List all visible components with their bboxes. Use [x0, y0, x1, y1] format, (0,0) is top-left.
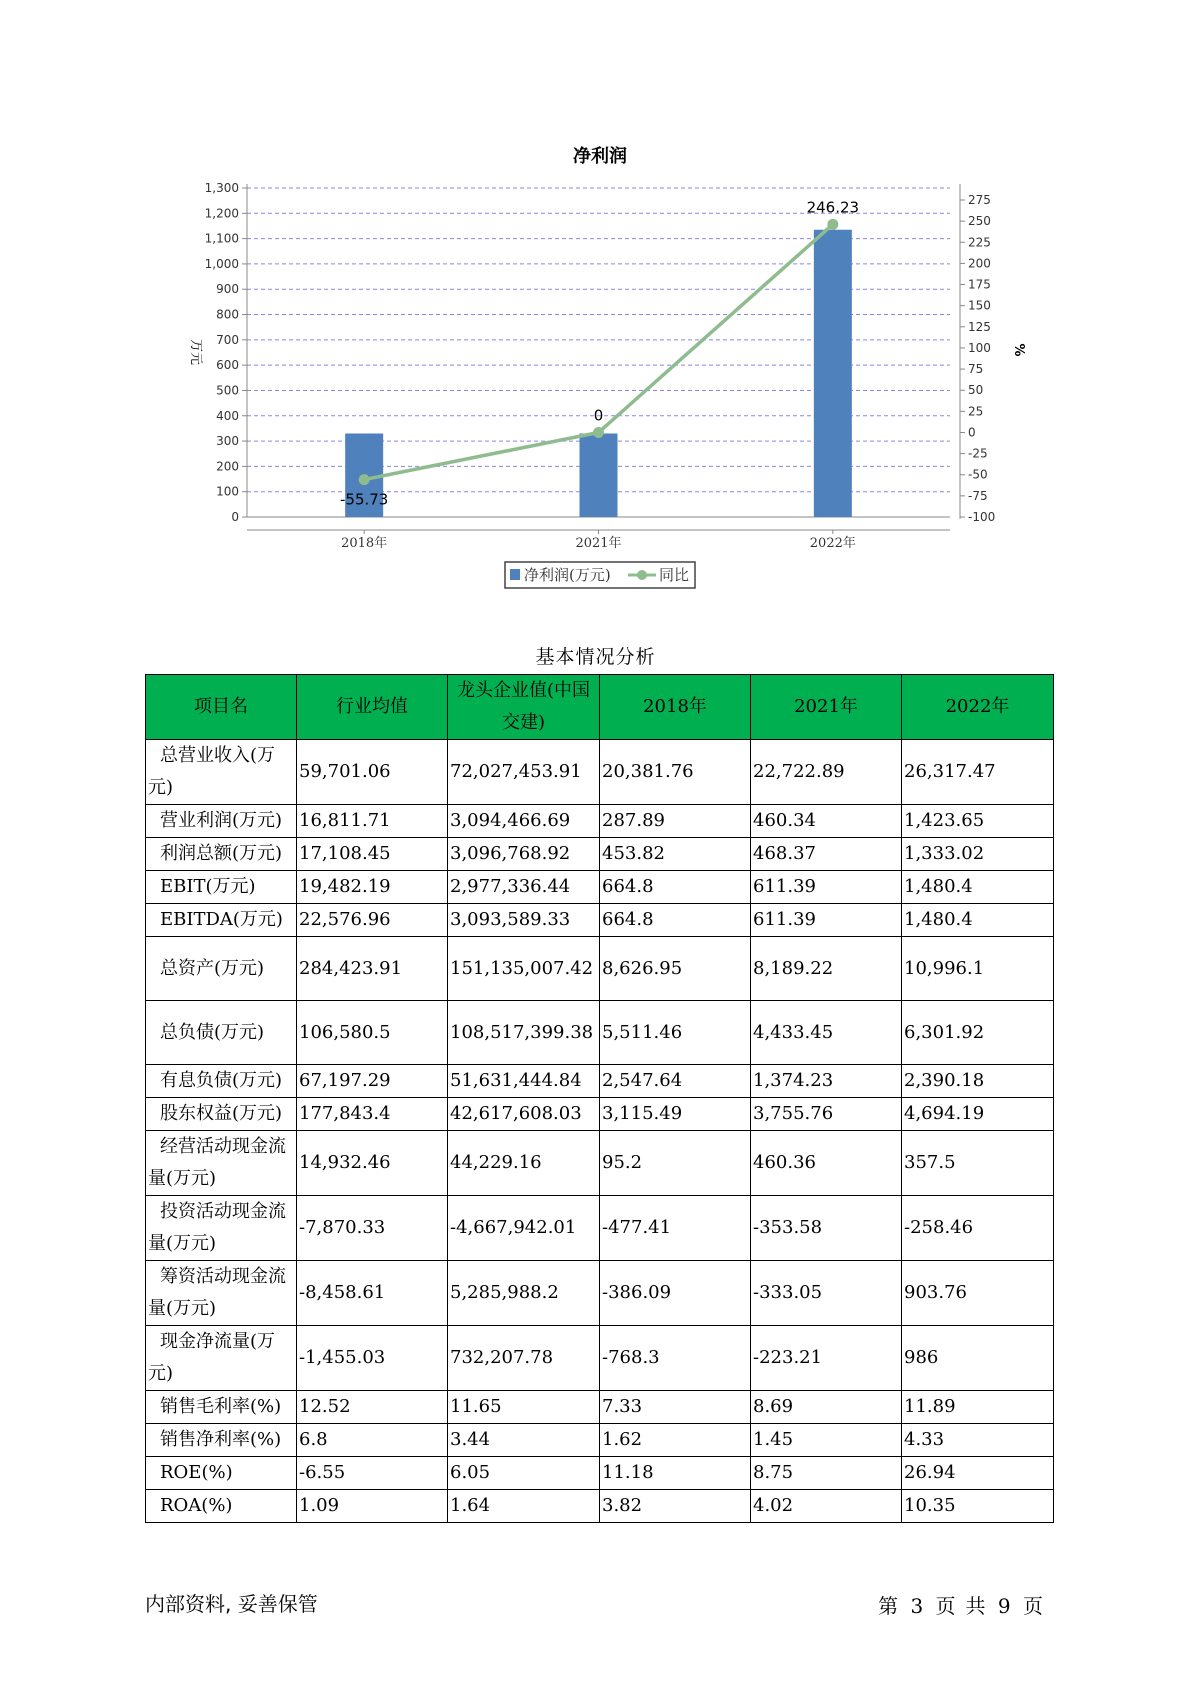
value-cell: 1,480.4: [902, 904, 1054, 937]
value-cell: 460.36: [751, 1131, 902, 1196]
y2-tick-label: 50: [968, 383, 984, 398]
row-label-cell: 营业利润(万元): [146, 805, 297, 838]
page-current: 第 3 页: [878, 1594, 956, 1618]
row-label-cell: 总负债(万元): [146, 1001, 297, 1065]
table-row: [146, 805, 1054, 838]
value-cell: -6.55: [297, 1457, 448, 1490]
value-cell: 664.8: [600, 904, 751, 937]
y2-tick-label: 200: [968, 256, 991, 271]
y-tick-label: 1,100: [204, 231, 239, 246]
value-cell: 1,333.02: [902, 838, 1054, 871]
table-row: [146, 1490, 1054, 1523]
value-cell: 357.5: [902, 1131, 1054, 1196]
table-row: [146, 937, 1054, 1001]
value-cell: 8.75: [751, 1457, 902, 1490]
y2-tick-label: -75: [968, 488, 988, 503]
value-cell: 3.44: [448, 1424, 600, 1457]
value-cell: 986: [902, 1326, 1054, 1391]
value-cell: 611.39: [751, 871, 902, 904]
header-cell: 项目名: [146, 675, 297, 740]
y-tick-label: 800: [216, 307, 239, 322]
value-cell: 7.33: [600, 1391, 751, 1424]
value-cell: -477.41: [600, 1196, 751, 1261]
y-tick-label: 600: [216, 358, 239, 373]
value-cell: 20,381.76: [600, 740, 751, 805]
value-cell: -7,870.33: [297, 1196, 448, 1261]
row-label-cell: 现金净流量(万元): [146, 1326, 297, 1391]
row-label-cell: 总资产(万元): [146, 937, 297, 1001]
header-cell: 龙头企业值(中国交建): [448, 675, 600, 740]
table-header-row: [146, 675, 1054, 740]
value-cell: 2,390.18: [902, 1065, 1054, 1098]
y-tick-label: 0: [231, 510, 239, 524]
y-axis-title: 万元: [188, 338, 203, 366]
x-tick-label: 2018年: [341, 536, 388, 551]
row-label-cell: 经营活动现金流量(万元): [146, 1131, 297, 1196]
header-cell: 行业均值: [297, 675, 448, 740]
value-cell: 19,482.19: [297, 871, 448, 904]
value-cell: 12.52: [297, 1391, 448, 1424]
value-cell: 8.69: [751, 1391, 902, 1424]
legend-line-marker: [637, 570, 647, 580]
table-caption: 基本情况分析: [535, 646, 656, 668]
y2-tick-label: 125: [968, 319, 991, 334]
y2-tick-label: -50: [968, 467, 988, 482]
value-cell: 95.2: [600, 1131, 751, 1196]
value-cell: 11.89: [902, 1391, 1054, 1424]
table-row: [146, 740, 1054, 805]
y2-tick-label: -100: [968, 510, 996, 524]
footer-confidential-note: 内部资料, 妥善保管: [145, 1592, 318, 1616]
value-cell: -258.46: [902, 1196, 1054, 1261]
value-cell: 67,197.29: [297, 1065, 448, 1098]
value-cell: -4,667,942.01: [448, 1196, 600, 1261]
value-cell: 44,229.16: [448, 1131, 600, 1196]
value-cell: 5,285,988.2: [448, 1261, 600, 1326]
row-label-cell: ROE(%): [146, 1457, 297, 1490]
basic-analysis-table: [145, 674, 1054, 1523]
row-label-cell: EBIT(万元): [146, 871, 297, 904]
value-cell: 1.62: [600, 1424, 751, 1457]
row-label-cell: 利润总额(万元): [146, 838, 297, 871]
bar: [580, 433, 618, 517]
value-cell: -333.05: [751, 1261, 902, 1326]
value-cell: 611.39: [751, 904, 902, 937]
row-label-cell: 有息负债(万元): [146, 1065, 297, 1098]
row-label-cell: 筹资活动现金流量(万元): [146, 1261, 297, 1326]
table-row: [146, 1196, 1054, 1261]
value-cell: 1,374.23: [751, 1065, 902, 1098]
value-cell: 2,977,336.44: [448, 871, 600, 904]
value-cell: 664.8: [600, 871, 751, 904]
y2-tick-label: 250: [968, 214, 991, 229]
value-cell: 108,517,399.38: [448, 1001, 600, 1065]
value-cell: 5,511.46: [600, 1001, 751, 1065]
legend-line-label: 同比: [659, 566, 690, 584]
value-cell: 2,547.64: [600, 1065, 751, 1098]
y-tick-label: 700: [216, 332, 239, 347]
value-cell: -353.58: [751, 1196, 902, 1261]
y-tick-label: 400: [216, 408, 239, 423]
yoy-point: [827, 219, 838, 230]
table-row: [146, 1457, 1054, 1490]
value-cell: 8,189.22: [751, 937, 902, 1001]
legend-bar-label: 净利润(万元): [524, 566, 611, 584]
y-tick-label: 900: [216, 282, 239, 297]
data-label: -55.73: [339, 490, 389, 509]
value-cell: 3,096,768.92: [448, 838, 600, 871]
value-cell: -386.09: [600, 1261, 751, 1326]
row-label-cell: 总营业收入(万元): [146, 740, 297, 805]
y2-tick-label: 0: [968, 425, 976, 440]
value-cell: 59,701.06: [297, 740, 448, 805]
value-cell: 453.82: [600, 838, 751, 871]
x-tick-label: 2021年: [575, 536, 622, 551]
value-cell: 8,626.95: [600, 937, 751, 1001]
value-cell: 177,843.4: [297, 1098, 448, 1131]
table-row: [146, 1001, 1054, 1065]
row-label-cell: 销售净利率(%): [146, 1424, 297, 1457]
net-profit-chart: [0, 0, 1191, 600]
x-tick-label: 2022年: [809, 536, 856, 551]
y2-tick-label: 75: [968, 362, 984, 377]
value-cell: 6.05: [448, 1457, 600, 1490]
value-cell: -768.3: [600, 1326, 751, 1391]
value-cell: 4.02: [751, 1490, 902, 1523]
value-cell: -8,458.61: [297, 1261, 448, 1326]
bar: [814, 230, 852, 517]
row-label-cell: 销售毛利率(%): [146, 1391, 297, 1424]
row-label-cell: 股东权益(万元): [146, 1098, 297, 1131]
value-cell: 1.09: [297, 1490, 448, 1523]
value-cell: 3.82: [600, 1490, 751, 1523]
y-tick-label: 500: [216, 383, 239, 398]
header-cell: 2018年: [600, 675, 751, 740]
y2-tick-label: -25: [968, 446, 988, 461]
value-cell: 11.65: [448, 1391, 600, 1424]
value-cell: 6.8: [297, 1424, 448, 1457]
table-row: [146, 1098, 1054, 1131]
y2-tick-label: 175: [968, 277, 991, 292]
value-cell: 17,108.45: [297, 838, 448, 871]
value-cell: 903.76: [902, 1261, 1054, 1326]
row-label-cell: EBITDA(万元): [146, 904, 297, 937]
value-cell: 22,576.96: [297, 904, 448, 937]
row-label-cell: 投资活动现金流量(万元): [146, 1196, 297, 1261]
value-cell: 284,423.91: [297, 937, 448, 1001]
table-row: [146, 871, 1054, 904]
value-cell: 10,996.1: [902, 937, 1054, 1001]
header-cell: 2022年: [902, 675, 1054, 740]
value-cell: 4,433.45: [751, 1001, 902, 1065]
table-row: [146, 1424, 1054, 1457]
table-row: [146, 838, 1054, 871]
y2-tick-label: 25: [968, 404, 984, 419]
table-row: [146, 1065, 1054, 1098]
y-tick-label: 300: [216, 434, 239, 449]
value-cell: 26.94: [902, 1457, 1054, 1490]
value-cell: 14,932.46: [297, 1131, 448, 1196]
page-total: 共 9 页: [965, 1594, 1043, 1618]
header-cell: 2021年: [751, 675, 902, 740]
value-cell: 10.35: [902, 1490, 1054, 1523]
value-cell: 1.64: [448, 1490, 600, 1523]
table-row: [146, 1391, 1054, 1424]
value-cell: 287.89: [600, 805, 751, 838]
y2-tick-label: 225: [968, 235, 991, 250]
legend-bar-swatch: [510, 569, 520, 580]
yoy-point: [593, 427, 604, 438]
value-cell: 72,027,453.91: [448, 740, 600, 805]
value-cell: 151,135,007.42: [448, 937, 600, 1001]
row-label-cell: ROA(%): [146, 1490, 297, 1523]
value-cell: 3,094,466.69: [448, 805, 600, 838]
value-cell: 1,480.4: [902, 871, 1054, 904]
table-row: [146, 1131, 1054, 1196]
y2-axis-title: %: [1011, 343, 1026, 357]
value-cell: 4,694.19: [902, 1098, 1054, 1131]
value-cell: 460.34: [751, 805, 902, 838]
value-cell: 4.33: [902, 1424, 1054, 1457]
value-cell: 26,317.47: [902, 740, 1054, 805]
value-cell: 3,115.49: [600, 1098, 751, 1131]
y2-tick-label: 150: [968, 298, 991, 313]
value-cell: 468.37: [751, 838, 902, 871]
table-row: [146, 1261, 1054, 1326]
table-row: [146, 1326, 1054, 1391]
data-label: 246.23: [806, 198, 860, 217]
y-tick-label: 200: [216, 459, 239, 474]
chart-title: 净利润: [573, 146, 627, 167]
value-cell: 1.45: [751, 1424, 902, 1457]
y-tick-label: 1,300: [204, 181, 239, 195]
value-cell: 3,755.76: [751, 1098, 902, 1131]
yoy-point: [359, 474, 370, 485]
value-cell: 51,631,444.84: [448, 1065, 600, 1098]
value-cell: 3,093,589.33: [448, 904, 600, 937]
y2-tick-label: 275: [968, 193, 991, 207]
value-cell: 106,580.5: [297, 1001, 448, 1065]
value-cell: 6,301.92: [902, 1001, 1054, 1065]
value-cell: 42,617,608.03: [448, 1098, 600, 1131]
value-cell: -223.21: [751, 1326, 902, 1391]
value-cell: 1,423.65: [902, 805, 1054, 838]
y-tick-label: 1,000: [204, 256, 239, 271]
value-cell: -1,455.03: [297, 1326, 448, 1391]
value-cell: 732,207.78: [448, 1326, 600, 1391]
footer-page-number: [878, 1590, 1053, 1619]
value-cell: 16,811.71: [297, 805, 448, 838]
value-cell: 22,722.89: [751, 740, 902, 805]
y-tick-label: 1,200: [204, 206, 239, 221]
y-tick-label: 100: [216, 484, 239, 499]
data-label: 0: [593, 406, 604, 425]
y2-tick-label: 100: [968, 340, 991, 355]
value-cell: 11.18: [600, 1457, 751, 1490]
table-row: [146, 904, 1054, 937]
